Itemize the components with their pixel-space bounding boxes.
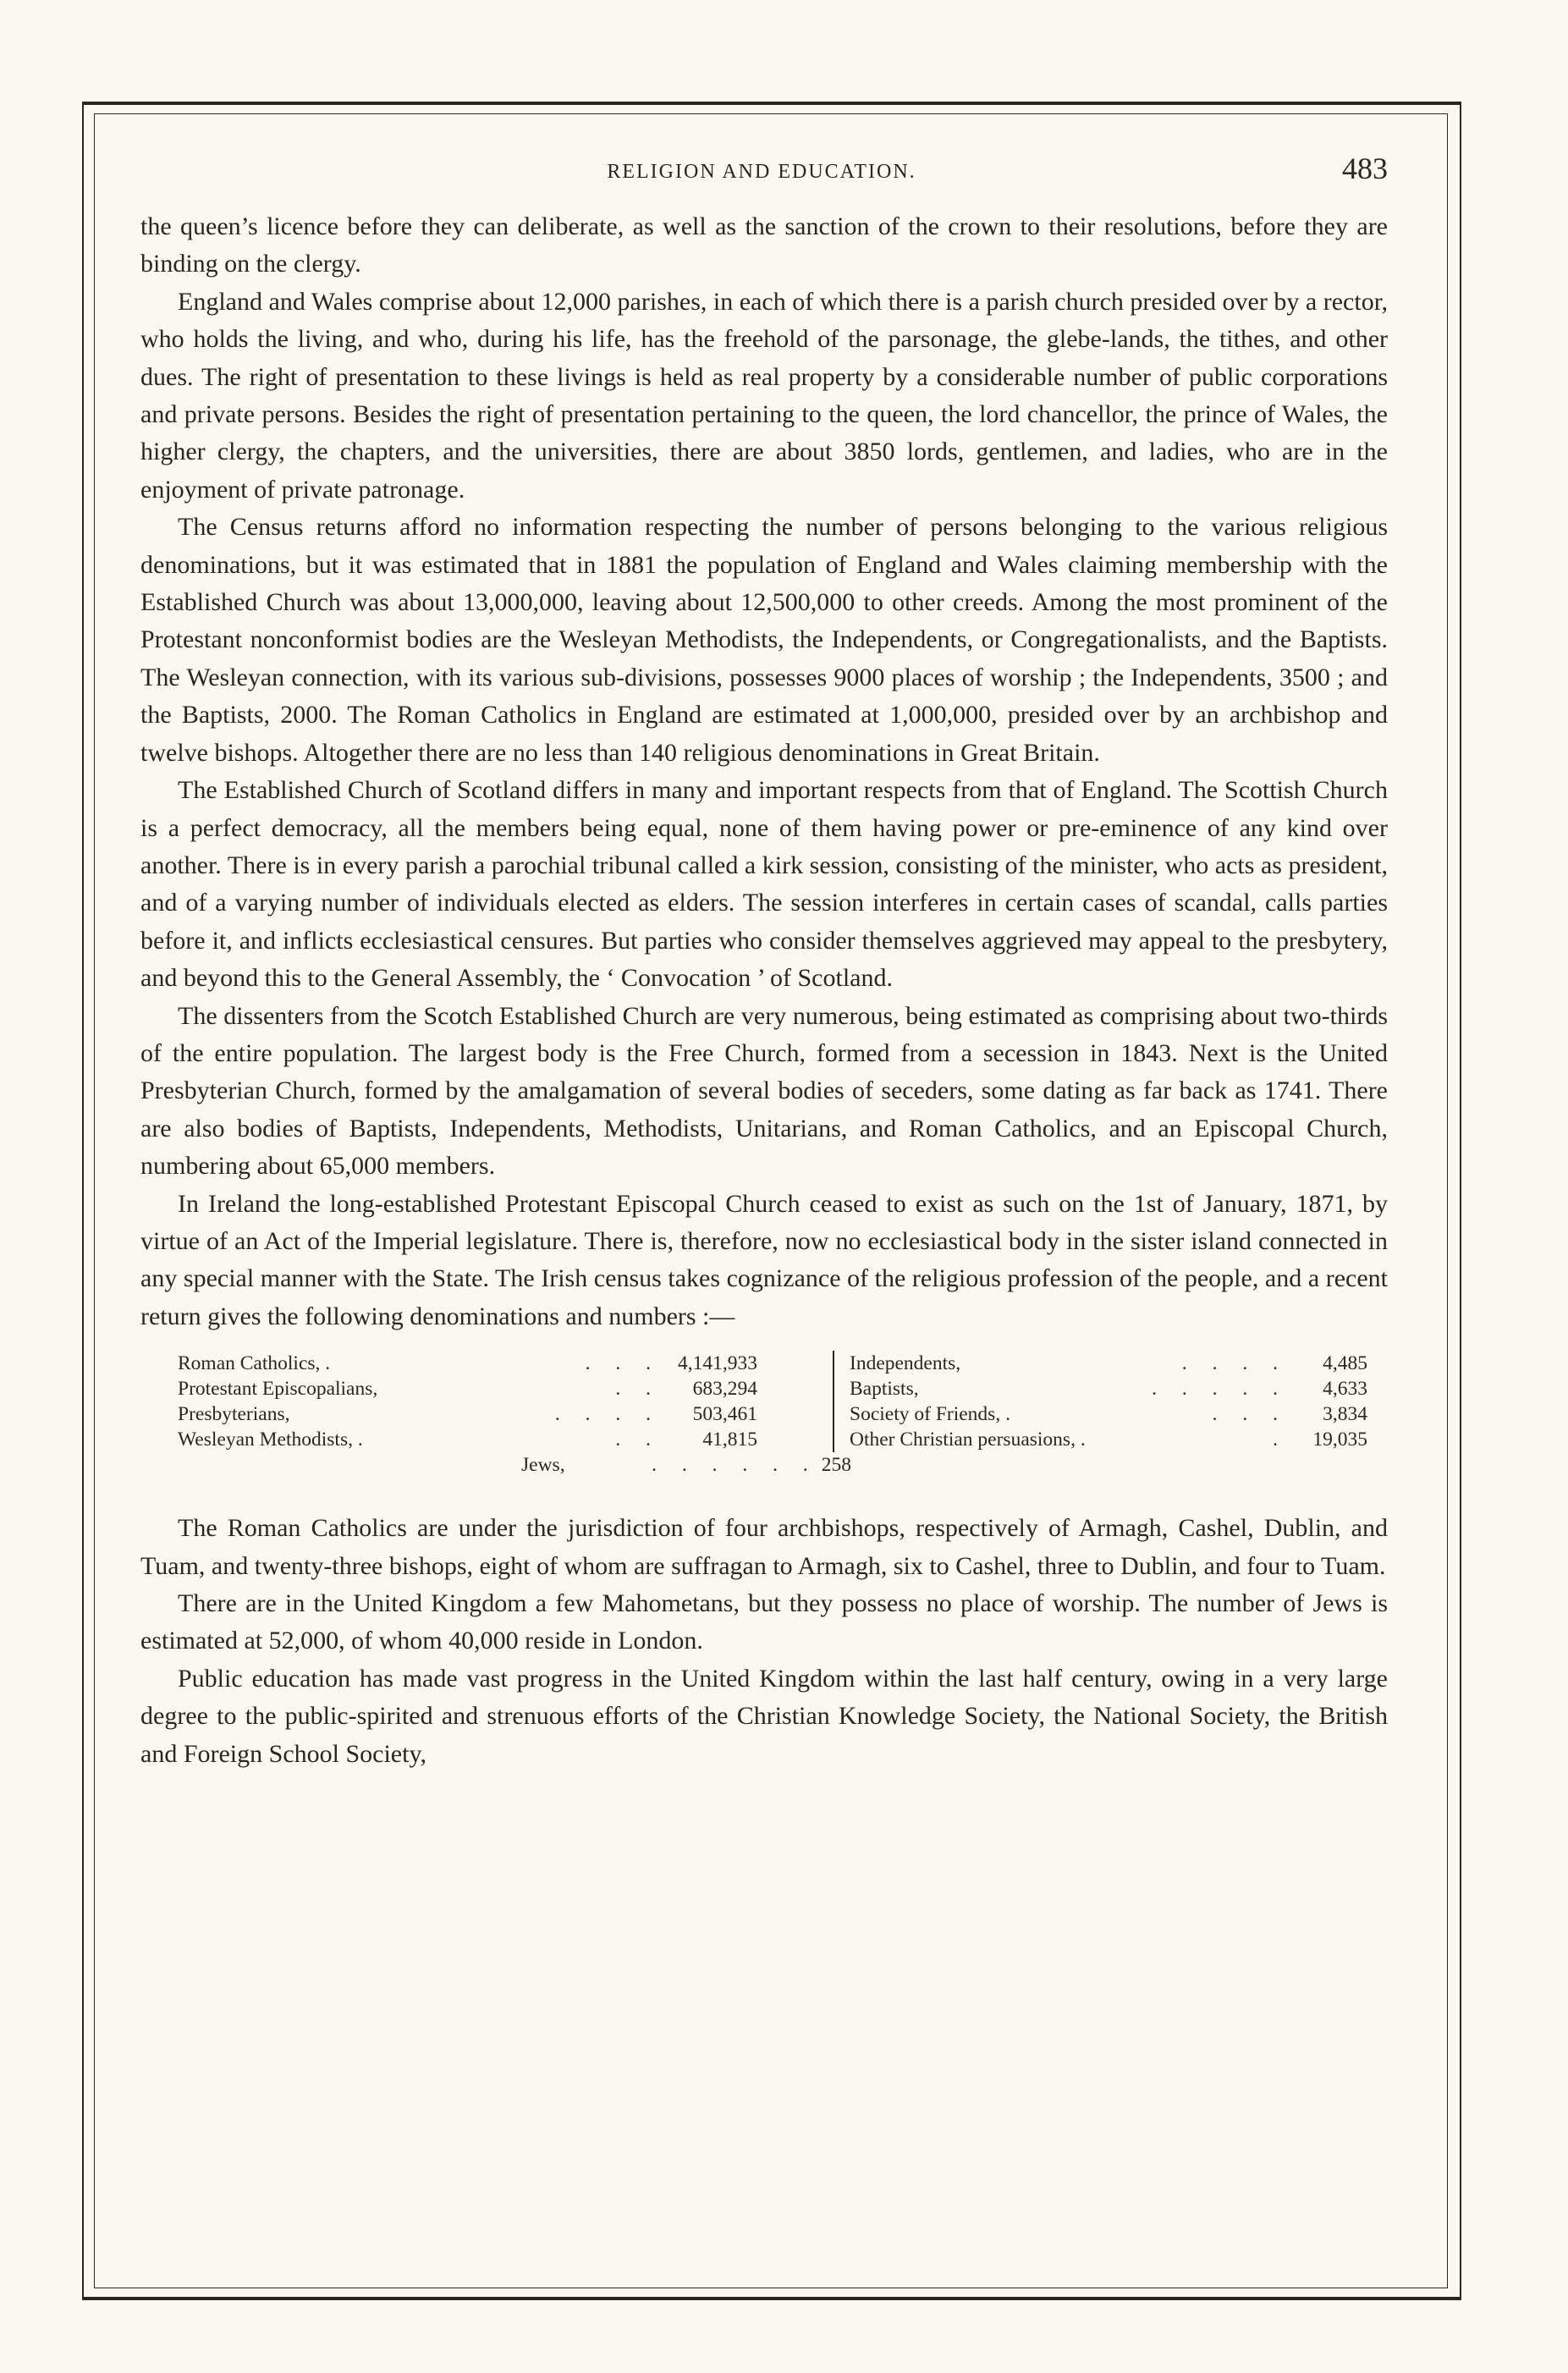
census-table (140, 1351, 1388, 1476)
paragraph: England and Wales comprise about 12,000 parishes, in each of which there is a parish church presided over by a rector, who holds the living, and who, during his life, has the freehold of the parsonage, the glebe-lands, the tithes, and other dues. The right of presentation to these livings is held as real property by a considerable number of public corporations and private persons. Besides the right of presentation pertaining to the queen, the lord chancellor, the prince of Wales, the higher clergy, the chapters, and the universities, there are about 3850 lords, gentlemen, and ladies, who are in the enjoyment of private patronage. (140, 287, 1388, 504)
paragraph: Public education has made vast progress in the United Kingdom within the last half century, owing in a very large degree to the public-spirited and strenuous efforts of the Christian Knowledge Society, the National Society, the British and Foreign School Society, (140, 1664, 1388, 1768)
denomination-count: 19,035 (1312, 1429, 1367, 1451)
denomination-count: 3,834 (1323, 1403, 1367, 1426)
denomination-count: 683,294 (692, 1378, 757, 1401)
running-head: RELIGION AND EDUCATION. (607, 161, 916, 183)
page-body (140, 208, 1388, 1773)
paragraph: There are in the United Kingdom a few Mahometans, but they possess no place of worship. The number of Jews is estimated at 52,000, of whom 40,000 reside in London. (140, 1589, 1388, 1655)
leader-dots: . . . . . (1152, 1378, 1288, 1401)
census-row (850, 1427, 1367, 1452)
leader-dots: . . . (585, 1352, 661, 1375)
denomination-count: 4,485 (1323, 1352, 1367, 1375)
denomination-count: 503,461 (692, 1403, 757, 1426)
leader-dots: . . . . (554, 1403, 661, 1426)
leader-dots: . . . . (1181, 1352, 1288, 1375)
leader-dots: . . . . . . (652, 1454, 818, 1477)
denomination-name: Roman Catholics, . (178, 1352, 331, 1375)
denomination-name: Presbyterians, (178, 1403, 290, 1426)
paragraph: In Ireland the long-established Protestant Episcopal Church ceased to exist as such on the 1st of January, 1871, by virtue of an Act of the Imperial legislature. There is, therefore, now no ecclesiastical body in the sister island connected in any special manner with the State. The Irish census takes cognizance of the religious profession of the people, and a recent return gives the following denominations and numbers :— (140, 1189, 1388, 1330)
denomination-name: Wesleyan Methodists, . (178, 1429, 363, 1451)
page-number: 483 (1342, 151, 1388, 185)
denomination-name: Independents, (850, 1352, 961, 1375)
census-column-right (833, 1351, 1383, 1452)
denomination-count: 4,633 (1323, 1378, 1367, 1401)
census-row (850, 1376, 1367, 1401)
leader-dots: . . (615, 1429, 661, 1451)
denomination-count: 258 (821, 1454, 851, 1477)
denomination-name: Jews, (521, 1454, 565, 1477)
paragraph: The Established Church of Scotland differs in many and important respects from that of England. The Scottish Church is a perfect democracy, all the members being equal, none of them having power or pre-eminence of any kind over another. There is in every parish a parochial tribunal called a kirk session, consisting of the minister, who acts as president, and of a varying number of individuals elected as elders. The session interferes in certain cases of scandal, calls parties before it, and inflicts ecclesiastical censures. But parties who consider themselves aggrieved may appeal to the presbytery, and beyond this to the General Assembly, the ‘ Convocation ’ of Scotland. (140, 776, 1388, 993)
denomination-count: 4,141,933 (678, 1352, 757, 1375)
census-row (178, 1427, 757, 1452)
census-row (850, 1351, 1367, 1376)
census-row (850, 1401, 1367, 1427)
paragraph: The dissenters from the Scotch Established Church are very numerous, being estimated as comprising about two-thirds of the entire population. The largest body is the Free Church, formed from a secession in 1843. Next is the United Presbyterian Church, formed by the amalgamation of several bodies of seceders, some dating as far back as 1741. There are also bodies of Baptists, Independents, Methodists, Unitarians, and Roman Catholics, and an Episcopal Church, numbering about 65,000 members. (140, 1001, 1388, 1181)
leader-dots: . (1273, 1429, 1288, 1451)
denomination-name: Other Christian persuasions, . (850, 1429, 1086, 1451)
page-header (135, 151, 1388, 201)
census-row-jews (521, 1452, 851, 1478)
denomination-count: 41,815 (702, 1429, 757, 1451)
paragraph: The Census returns afford no information respecting the number of persons belonging to the various religious denominations, but it was estimated that in 1881 the population of England and Wales claiming membership with the Established Church was about 13,000,000, leaving about 12,500,000 to other creeds. Among the most prominent of the Protestant nonconformist bodies are the Wesleyan Methodists, the Independents, or Congregationalists, and the Baptists. The Wesleyan connection, with its various sub-divisions, possesses 9000 places of worship ; the Independents, 3500 ; and the Baptists, 2000. The Roman Catholics in England are estimated at 1,000,000, presided over by an archbishop and twelve bishops. Altogether there are no less than 140 religious denominations in Great Britain. (140, 513, 1388, 767)
paragraph: The Roman Catholics are under the jurisdiction of four archbishops, respectively of Armagh, Cashel, Dublin, and Tuam, and twenty-three bishops, eight of whom are suffragan to Armagh, six to Cashel, three to Dublin, and four to Tuam. (140, 1514, 1388, 1580)
census-row (178, 1351, 757, 1376)
census-row (178, 1401, 757, 1427)
denomination-name: Protestant Episcopalians, (178, 1378, 378, 1401)
census-column-left (178, 1351, 846, 1452)
denomination-name: Baptists, (850, 1378, 919, 1401)
leader-dots: . . (615, 1378, 661, 1401)
census-row (178, 1376, 757, 1401)
paragraph: the queen’s licence before they can deliberate, as well as the sanction of the crown to their resolutions, before they are binding on the clergy. (140, 212, 1388, 278)
leader-dots: . . . (1212, 1403, 1288, 1426)
denomination-name: Society of Friends, . (850, 1403, 1010, 1426)
